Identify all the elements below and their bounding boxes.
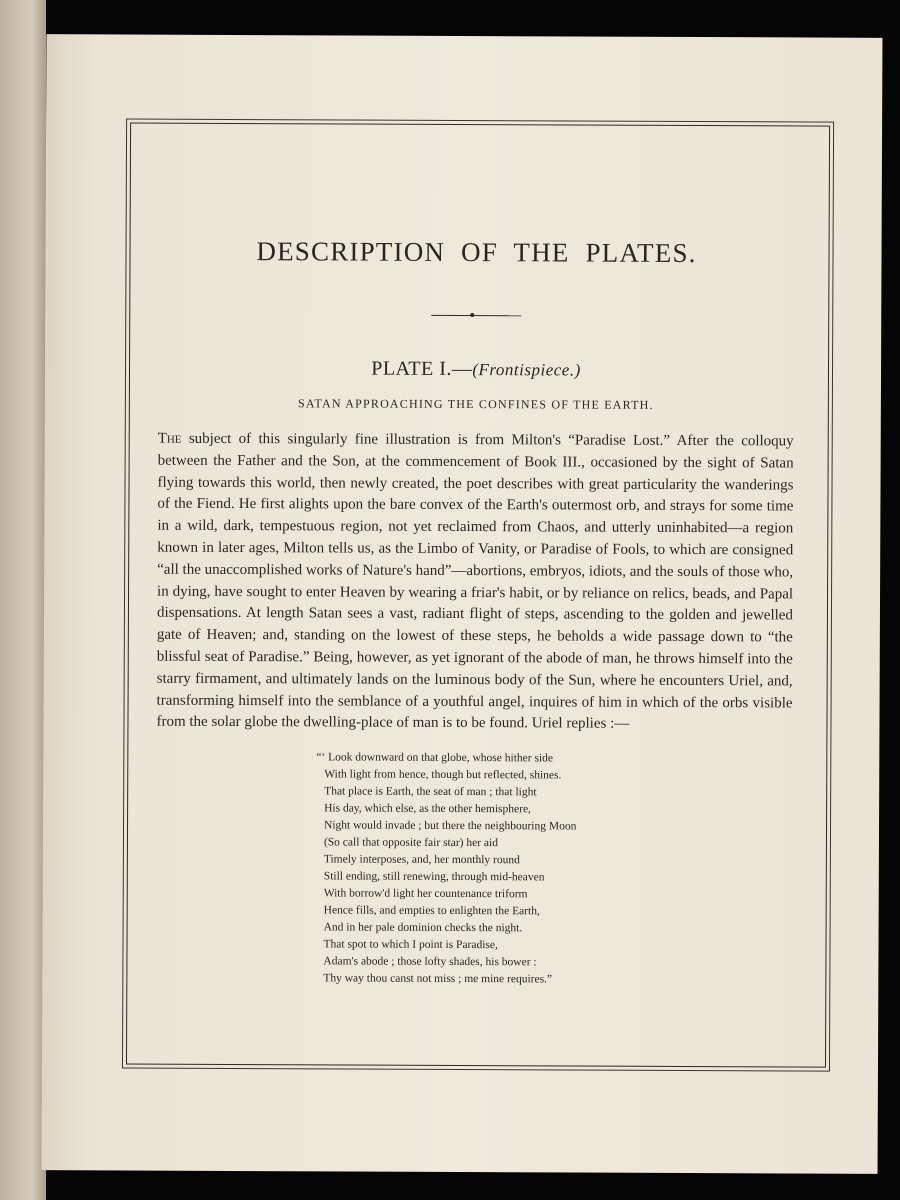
verse-line: With borrow'd light her countenance triform <box>323 887 528 901</box>
verse-line: Hence fills, and empties to enlighten the Earth, <box>323 904 540 918</box>
verse-line: That place is Earth, the seat of man ; that light <box>324 785 537 799</box>
divider-ornament <box>431 312 521 320</box>
verse-line: And in her pale dominion checks the night. <box>323 921 523 935</box>
left-page-edge <box>0 0 46 1200</box>
verse-line: That spot to which I point is Paradise, <box>323 938 498 952</box>
verse-line: (So call that opposite fair star) her aid <box>323 836 499 850</box>
plate-subtitle: SATAN APPROACHING THE CONFINES OF THE EARTH. <box>297 396 654 412</box>
quoted-verse <box>315 750 792 990</box>
verse-line: Still ending, still renewing, through mid-heaven <box>323 870 545 884</box>
plate-label: PLATE I.— <box>371 357 473 381</box>
verse-line: Night would invade ; but there the neighbouring Moon <box>324 819 577 833</box>
verse-line: Adam's abode ; those lofty shades, his bower : <box>323 955 537 969</box>
book-page <box>42 34 883 1174</box>
plate-heading <box>158 357 794 383</box>
verse-line: Thy way thou canst not miss ; me mine requires.” <box>323 972 553 986</box>
page-title: DESCRIPTION OF THE PLATES. <box>256 236 697 269</box>
description-paragraph <box>156 429 793 737</box>
page-border-frame <box>126 123 830 1068</box>
lead-word: The <box>157 430 182 447</box>
verse-line: “‘ Look downward on that globe, whose hither side <box>316 751 554 765</box>
plate-note: (Frontispiece.) <box>472 360 581 380</box>
verse-line: Timely interposes, and, her monthly round <box>323 853 520 867</box>
verse-line: His day, which else, as the other hemisphere, <box>324 802 531 816</box>
verse-line: With light from hence, though but reflected, shines. <box>324 768 562 782</box>
paragraph-text: subject of this singularly fine illustration is from Milton's “Paradise Lost.” After the colloquy between the Father and the Son, at the commencement of Book III., occasioned by the sight of Satan flying towards this world, then newly created, the poet describes with great particularity the wanderings of the Fiend. He first alights upon the bare convex of the Earth's outermost orb, and strays for some time in a wild, dark, tempestuous region, not yet reclaimed from Chaos, and utterly uninhabited—a region known in later ages, Milton tells us, as the Limbo of Vanity, or Paradise of Fools, to which are consigned “all the unaccomplished works of Nature's hand”—abortions, embryos, idiots, and the souls of those who, in dying, have sought to enter Heaven by wearing a friar's habit, or by reliance on relics, beads, and Papal dispensations. At length Satan sees a vast, radiant flight of steps, ascending to the golden and jewelled gate of Heaven; and, standing on the lowest of these steps, he beholds a wide passage down to “the blissful seat of Paradise.” Being, however, as yet ignorant of the abode of man, he throws himself into the starry firmament, and ultimately lands on the luminous body of the Sun, where he encounters Uriel, and, transforming himself into the semblance of a youthful angel, inquires of him in which of the orbs visible from the solar globe the dwelling-place of man is to be found. Uriel replies :— <box>156 430 794 733</box>
